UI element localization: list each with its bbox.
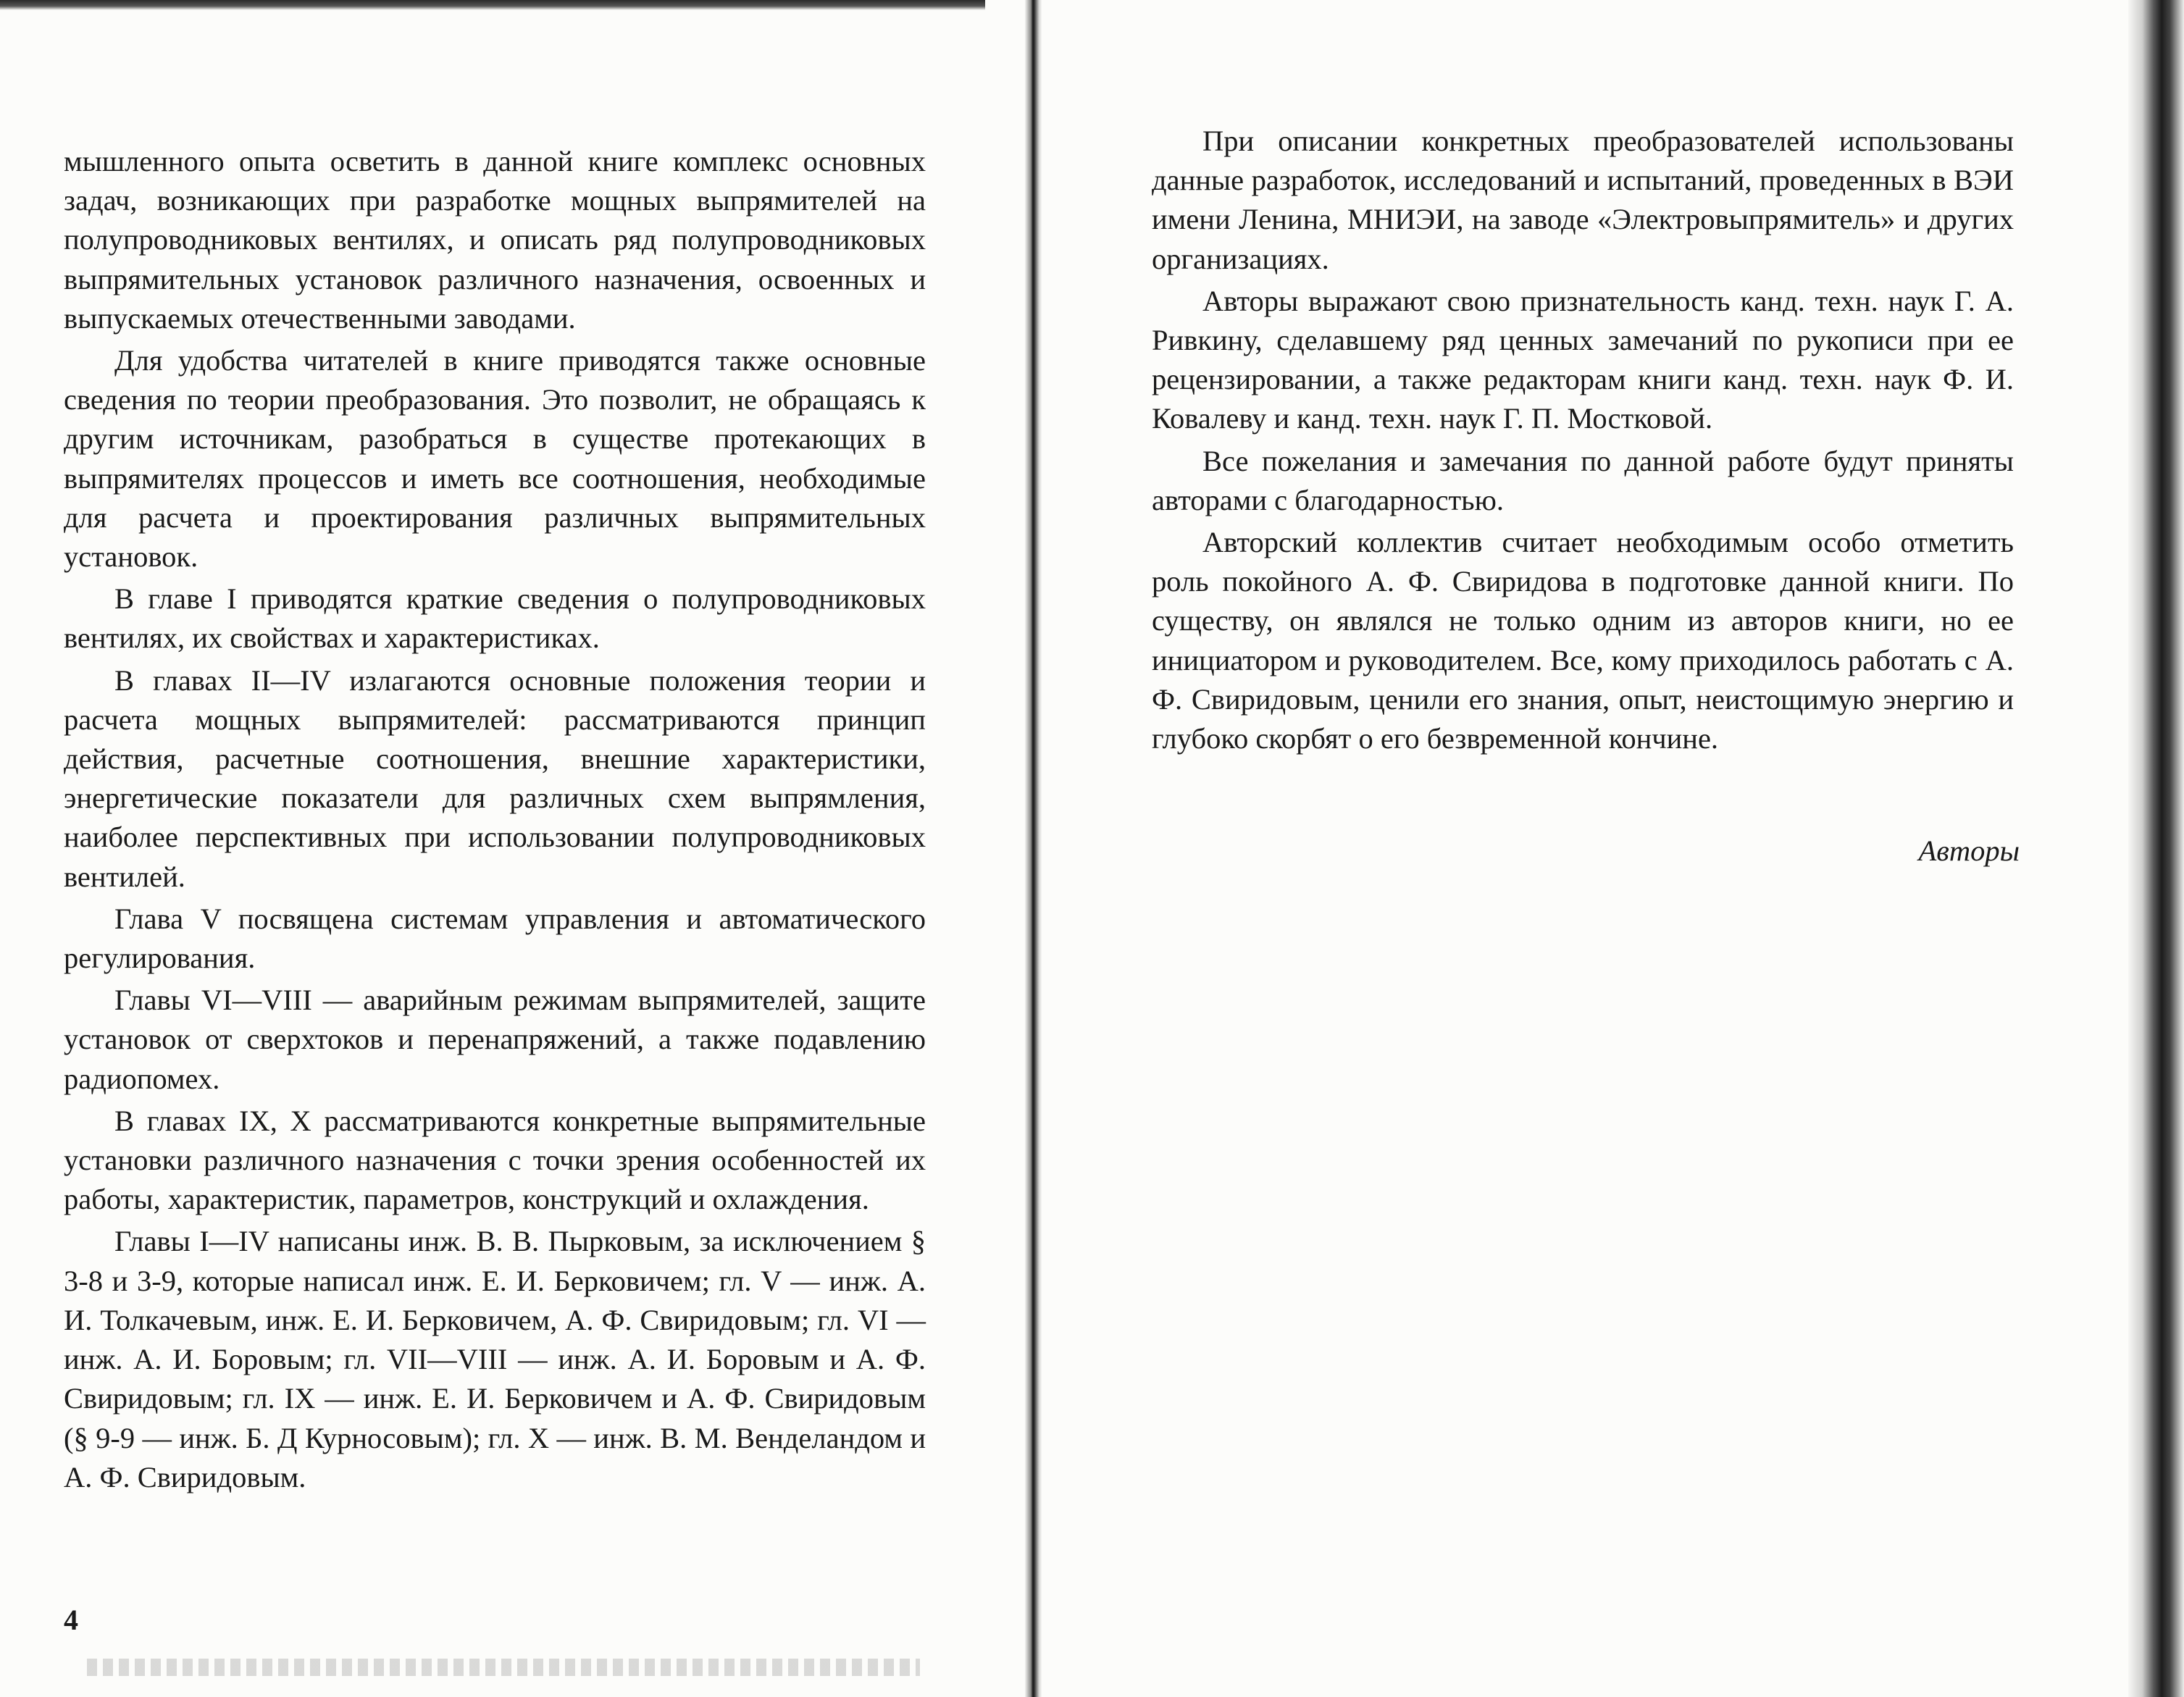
page-number: 4 xyxy=(64,1604,78,1636)
paragraph: Авторский коллектив считает необходимым особо отметить роль покойного А. Ф. Свиридова в подготовке данной книги. По существу, он являлся не только одним из авторов книги, но ее инициатором и руководителем. Все, кому приходилось работать с А. Ф. Свиридовым, ценили его знания, опыт, неистощимую энергию и глубоко скорбят о его безвременной кончине. xyxy=(1152,526,2014,755)
paragraph: В главе I приводятся краткие сведения о полупроводниковых вентилях, их свойствах и характеристиках. xyxy=(64,582,926,655)
paragraph: Авторы выражают свою признательность канд. техн. наук Г. А. Ривкину, сделавшему ряд ценных замечаний по рукописи при ее рецензировании, а также редакторам книги канд. техн. наук Ф. И. Ковалеву и канд. техн. наук Г. П. Мостковой. xyxy=(1152,284,2014,435)
top-scan-edge xyxy=(0,0,985,10)
left-page-text xyxy=(64,142,926,1500)
paragraph: Для удобства читателей в книге приводятся также основные сведения по теории преобразования. Это позволит, не обращаясь к другим источникам, разобраться в существе протекающих в выпрямителях процессов и иметь все соотношения, необходимые для расчета и проектирования различных выпрямительных установок. xyxy=(64,344,926,574)
right-scan-edge xyxy=(2128,0,2184,1697)
paragraph: Главы VI—VIII — аварийным режимам выпрямителей, защите установок от сверхтоков и перенапряжений, а также подавлению радиопомех. xyxy=(64,984,926,1095)
right-page-text xyxy=(1152,122,2014,761)
paragraph: Все пожелания и замечания по данной работе будут приняты авторами с благодарностью. xyxy=(1152,444,2014,516)
paragraph: При описании конкретных преобразователей использованы данные разработок, исследований и испытаний, проведенных в ВЭИ имени Ленина, МНИЭИ, на заводе «Электровыпрямитель» и других организациях. xyxy=(1152,125,2014,275)
paragraph: Глава V посвящена системам управления и автоматического регулирования. xyxy=(64,902,926,975)
book-gutter xyxy=(1025,0,1042,1697)
paragraph: В главах IX, X рассматриваются конкретные выпрямительные установки различного назначения с точки зрения особенностей их работы, характеристик, параметров, конструкций и охлаждения. xyxy=(64,1104,926,1216)
paragraph: мышленного опыта осветить в данной книге комплекс основных задач, возникающих при разработке мощных выпрямителей на полупроводниковых вентилях, и описать ряд полупроводниковых выпрямительных установок различного назначения, освоенных и выпускаемых отечественными заводами. xyxy=(64,145,926,335)
paragraph: Главы I—IV написаны инж. В. В. Пырковым, за исключением § 3-8 и 3-9, которые написал инж. Е. И. Берковичем; гл. V — инж. А. И. Толкачевым, инж. Е. И. Берковичем, А. Ф. Свиридовым; гл. VI — инж. А. И. Боровым; гл. VII—VIII — инж. А. И. Боровым и А. Ф. Свиридовым; гл. IX — инж. Е. И. Берковичем и А. Ф. Свиридовым (§ 9-9 — инж. Б. Д Курносовым); гл. X — инж. В. М. Венделандом и А. Ф. Свиридовым. xyxy=(64,1225,926,1493)
signature: Авторы xyxy=(1918,834,2020,867)
bleed-through-text xyxy=(87,1659,920,1676)
paragraph: В главах II—IV излагаются основные положения теории и расчета мощных выпрямителей: рассматриваются принцип действия, расчетные соотношения, внешние характеристики, энергетические показатели для различных схем выпрямления, наиболее перспективных при использовании полупроводниковых вентилей. xyxy=(64,663,926,893)
